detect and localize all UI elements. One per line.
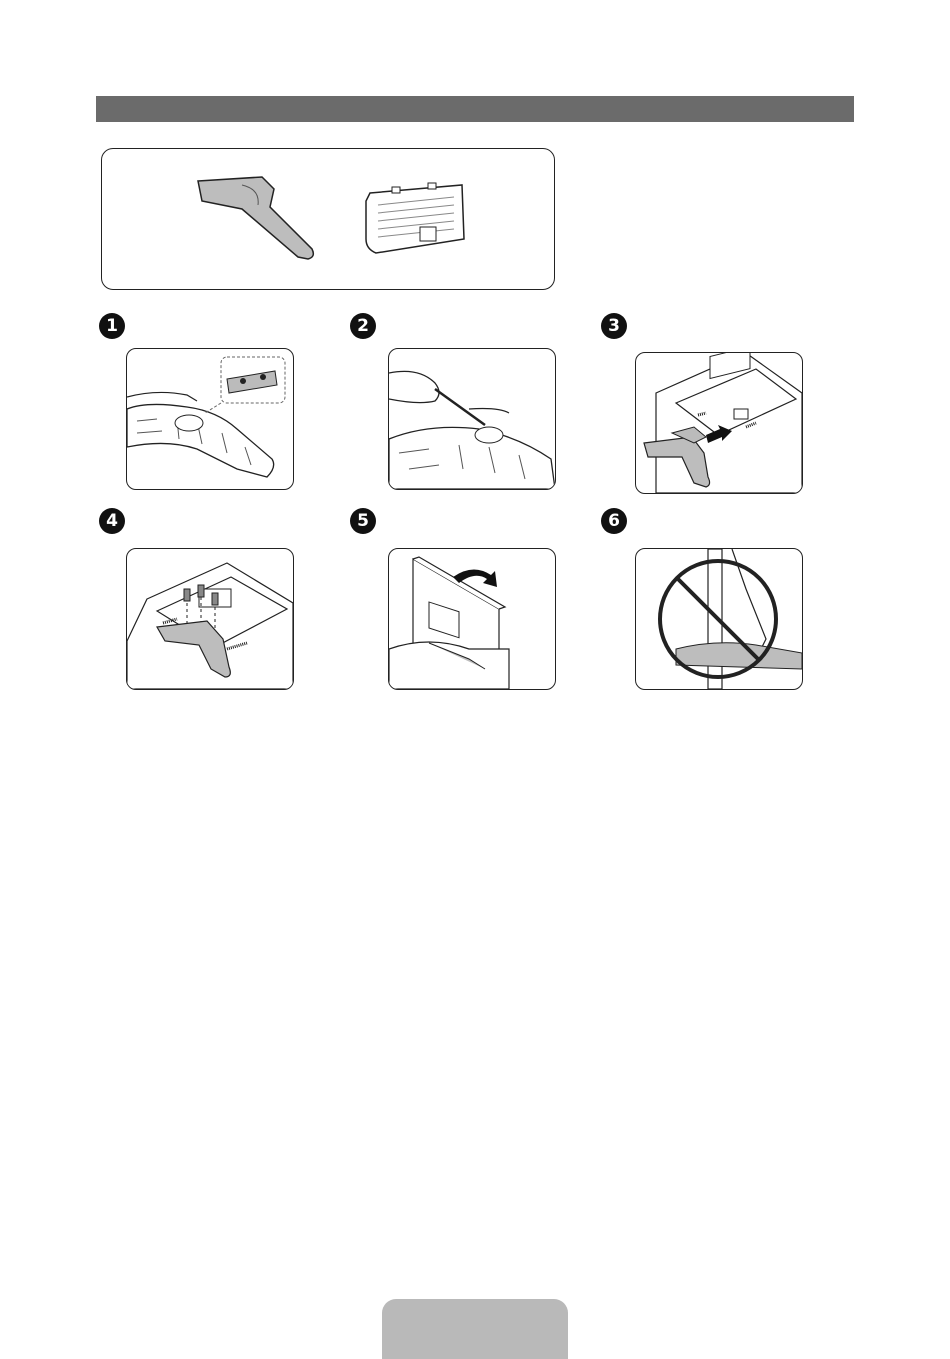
stand-cover-icon (366, 183, 464, 253)
step-6-image (635, 548, 803, 690)
step-number-5: 5 (350, 508, 376, 534)
step-4-image (126, 548, 294, 690)
insert-stand-icon (644, 353, 802, 493)
step-number-3: 3 (601, 313, 627, 339)
step-number-4: 4 (99, 508, 125, 534)
step-number-2: 2 (350, 313, 376, 339)
step-number-6: 6 (601, 508, 627, 534)
fasten-screws-icon (127, 563, 293, 689)
lift-tv-icon (389, 557, 509, 689)
prohibited-icon (660, 549, 802, 689)
stand-assembly-screw-icon (127, 357, 285, 477)
page-number-tab (382, 1299, 568, 1359)
parts-box (101, 148, 555, 290)
stand-leg-icon (198, 177, 313, 259)
step-1-image (126, 348, 294, 490)
step-number-1: 1 (99, 313, 125, 339)
step-5-image (388, 548, 556, 690)
section-header-bar (96, 96, 854, 122)
step-2-image (388, 348, 556, 490)
screwdriver-icon (389, 371, 555, 489)
step-3-image (635, 352, 803, 494)
